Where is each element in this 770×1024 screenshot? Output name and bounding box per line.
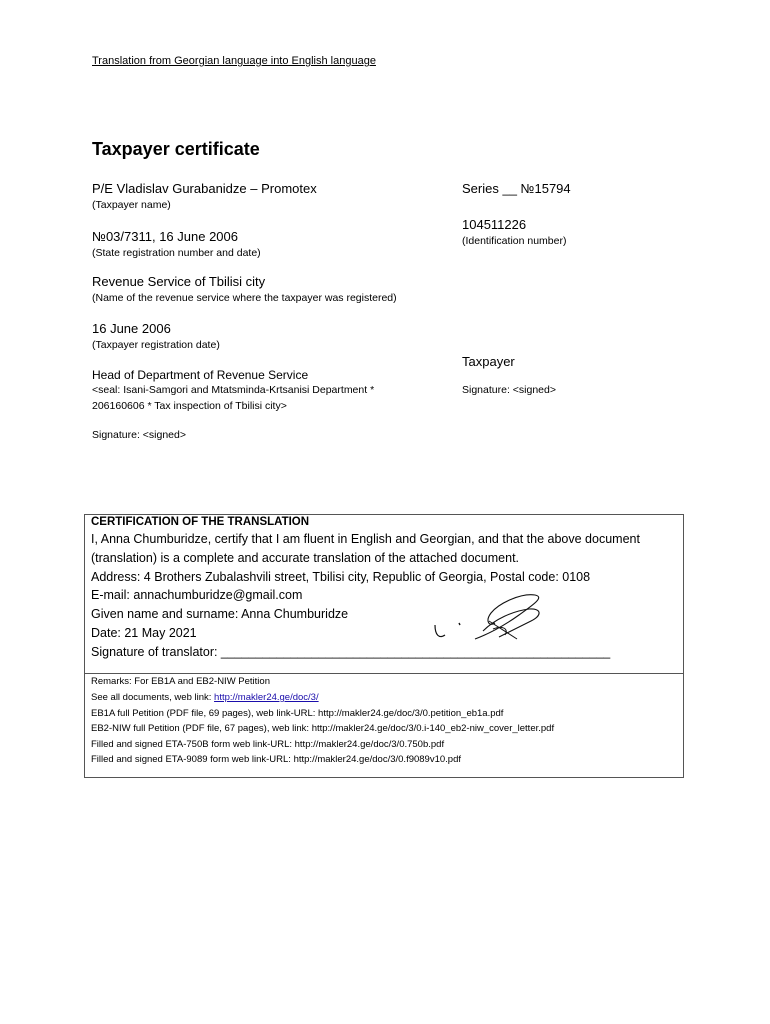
state-registration: №03/7311, 16 June 2006 (92, 229, 238, 244)
remarks-title: Remarks: For EB1A and EB2-NIW Petition (91, 676, 270, 687)
certification-heading: CERTIFICATION OF THE TRANSLATION (91, 516, 310, 528)
revenue-service: Revenue Service of Tbilisi city (92, 274, 266, 289)
certification-line: (translation) is a complete and accurate translation of the attached document. (91, 551, 520, 565)
taxpayer-label: Taxpayer (462, 354, 515, 369)
translator-name-line: Given name and surname: Anna Chumburidze (91, 607, 349, 621)
translator-signature-line: Signature of translator: ________________________________________________________ (91, 645, 611, 659)
taxpayer-name-caption: (Taxpayer name) (92, 199, 171, 211)
head-of-department: Head of Department of Revenue Service (92, 368, 309, 382)
remarks-eb2-niw-line: EB2-NIW full Petition (PDF file, 67 pages), web link: http://makler24.ge/doc/3/0.i-140_eb2-niw_cover_letter.pdf (91, 723, 555, 734)
identification-number: 104511226 (462, 217, 527, 232)
address-line: Address: 4 Brothers Zubalashvili street, Tbilisi city, Republic of Georgia, Postal code: 0108 (91, 570, 591, 584)
remarks-documents-line (91, 692, 319, 703)
remarks-divider (85, 673, 683, 674)
email-line: E-mail: annachumburidze@gmail.com (91, 588, 303, 602)
revenue-service-caption: (Name of the revenue service where the taxpayer was registered) (92, 292, 397, 304)
remarks-eta9089-line: Filled and signed ETA-9089 form web link-URL: http://makler24.ge/doc/3/0.f9089v10.pdf (91, 754, 461, 765)
seal-line-1: <seal: Isani-Samgori and Mtatsminda-Krtsanisi Department * (92, 384, 375, 396)
seal-line-2: 206160606 * Tax inspection of Tbilisi city> (92, 400, 287, 412)
state-registration-caption: (State registration number and date) (92, 247, 261, 259)
date-line: Date: 21 May 2021 (91, 626, 197, 640)
registration-date-caption: (Taxpayer registration date) (92, 339, 220, 351)
translation-note: Translation from Georgian language into English language (92, 55, 376, 67)
documents-link[interactable]: http://makler24.ge/doc/3/ (214, 692, 319, 703)
identification-caption: (Identification number) (462, 235, 567, 247)
document-title: Taxpayer certificate (92, 139, 260, 159)
taxpayer-name: P/E Vladislav Gurabanidze – Promotex (92, 181, 317, 196)
handwritten-signature (433, 589, 553, 649)
registration-date: 16 June 2006 (92, 321, 171, 336)
remarks-eta750b-line: Filled and signed ETA-750B form web link-URL: http://makler24.ge/doc/3/0.750b.pdf (91, 739, 445, 750)
certification-line: I, Anna Chumburidze, certify that I am fluent in English and Georgian, and that the above document (91, 532, 640, 546)
certification-box (84, 514, 684, 778)
remarks-eb1a-line: EB1A full Petition (PDF file, 69 pages), web link-URL: http://makler24.ge/doc/3/0.petition_eb1a.pdf (91, 708, 504, 719)
right-signature: Signature: <signed> (462, 384, 556, 396)
series-number: Series __ №15794 (462, 181, 571, 196)
left-signature: Signature: <signed> (92, 429, 186, 441)
remarks-documents-label: See all documents, web link: (91, 692, 215, 703)
